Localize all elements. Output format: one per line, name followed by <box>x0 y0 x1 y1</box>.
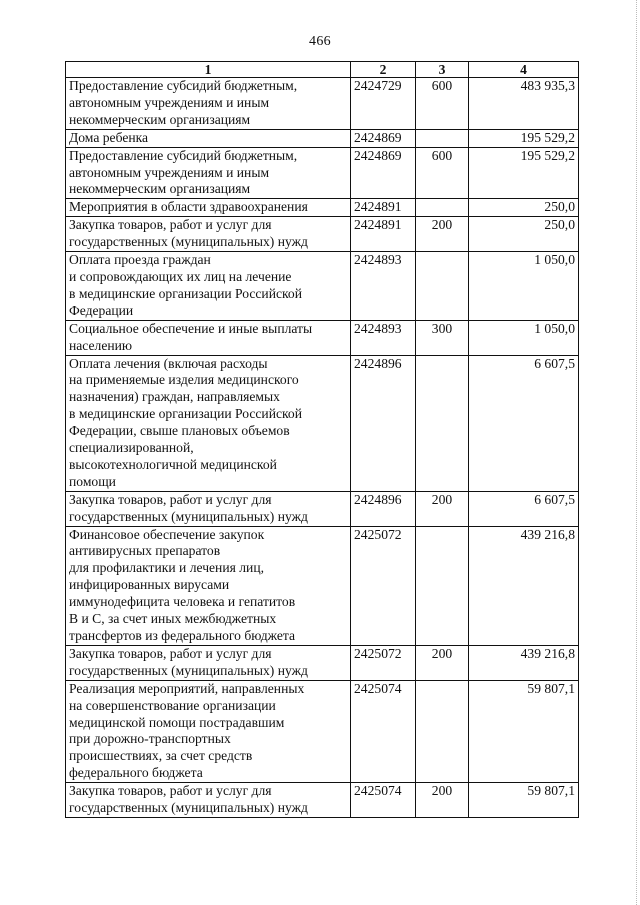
header-row <box>66 62 579 78</box>
row-type-cell: 200 <box>416 217 469 252</box>
row-code-cell: 2424896 <box>351 491 416 526</box>
row-type-cell <box>416 526 469 645</box>
table-row <box>66 680 579 782</box>
row-name-cell: Предоставление субсидий бюджетным, автономным учреждениям и иным некоммерческим организациям <box>66 78 351 130</box>
row-amount-cell: 1 050,0 <box>469 320 579 355</box>
row-type-cell <box>416 129 469 147</box>
row-code-cell: 2424893 <box>351 252 416 321</box>
row-code-cell: 2424893 <box>351 320 416 355</box>
row-name-cell: Закупка товаров, работ и услуг для государственных (муниципальных) нужд <box>66 783 351 818</box>
row-code-cell: 2424896 <box>351 355 416 491</box>
row-name-cell: Социальное обеспечение и иные выплаты населению <box>66 320 351 355</box>
row-name-cell: Закупка товаров, работ и услуг для государственных (муниципальных) нужд <box>66 217 351 252</box>
row-amount-cell: 439 216,8 <box>469 526 579 645</box>
row-name-cell: Реализация мероприятий, направленных на совершенствование организации медицинской помощи пострадавшим при дорожно-транспортных происшествиях, за счет средств федерального бюджета <box>66 680 351 782</box>
row-amount-cell: 250,0 <box>469 217 579 252</box>
budget-table <box>65 61 579 818</box>
table-row <box>66 783 579 818</box>
row-type-cell <box>416 355 469 491</box>
row-code-cell: 2424891 <box>351 199 416 217</box>
row-code-cell: 2425074 <box>351 680 416 782</box>
column-header-3: 3 <box>416 62 469 78</box>
row-amount-cell: 483 935,3 <box>469 78 579 130</box>
column-header-4: 4 <box>469 62 579 78</box>
row-type-cell <box>416 252 469 321</box>
row-amount-cell: 6 607,5 <box>469 491 579 526</box>
row-name-cell: Закупка товаров, работ и услуг для государственных (муниципальных) нужд <box>66 491 351 526</box>
row-amount-cell: 6 607,5 <box>469 355 579 491</box>
row-code-cell: 2424729 <box>351 78 416 130</box>
row-code-cell: 2425072 <box>351 645 416 680</box>
table-header <box>66 62 579 78</box>
column-header-2: 2 <box>351 62 416 78</box>
row-type-cell: 600 <box>416 147 469 199</box>
row-code-cell: 2424869 <box>351 129 416 147</box>
row-type-cell: 600 <box>416 78 469 130</box>
row-name-cell: Предоставление субсидий бюджетным, автономным учреждениям и иным некоммерческим организациям <box>66 147 351 199</box>
table-row <box>66 78 579 130</box>
table-row <box>66 147 579 199</box>
table-row <box>66 491 579 526</box>
table-row <box>66 252 579 321</box>
row-type-cell: 200 <box>416 645 469 680</box>
row-code-cell: 2425074 <box>351 783 416 818</box>
table-row <box>66 320 579 355</box>
row-amount-cell: 195 529,2 <box>469 147 579 199</box>
table-row <box>66 199 579 217</box>
row-name-cell: Оплата лечения (включая расходы на применяемые изделия медицинского назначения) граждан, направляемых в медицинские организации Российской Федерации, свыше плановых объемов специализированной, высокотехнологичной медицинской помощи <box>66 355 351 491</box>
row-type-cell <box>416 680 469 782</box>
table-row <box>66 217 579 252</box>
row-code-cell: 2424891 <box>351 217 416 252</box>
page-number: 466 <box>309 34 331 49</box>
row-code-cell: 2425072 <box>351 526 416 645</box>
row-amount-cell: 439 216,8 <box>469 645 579 680</box>
row-code-cell: 2424869 <box>351 147 416 199</box>
row-name-cell: Мероприятия в области здравоохранения <box>66 199 351 217</box>
column-header-1: 1 <box>66 62 351 78</box>
row-name-cell: Финансовое обеспечение закупок антивирусных препаратов для профилактики и лечения лиц, инфицированных вирусами иммунодефицита человека и гепатитов В и С, за счет иных межбюджетных трансфертов из федерального бюджета <box>66 526 351 645</box>
table-row <box>66 129 579 147</box>
row-name-cell: Оплата проезда граждан и сопровождающих их лиц на лечение в медицинские организации Российской Федерации <box>66 252 351 321</box>
row-amount-cell: 59 807,1 <box>469 783 579 818</box>
table-row <box>66 355 579 491</box>
row-amount-cell: 195 529,2 <box>469 129 579 147</box>
row-type-cell: 200 <box>416 783 469 818</box>
table-row <box>66 526 579 645</box>
row-amount-cell: 250,0 <box>469 199 579 217</box>
row-name-cell: Закупка товаров, работ и услуг для государственных (муниципальных) нужд <box>66 645 351 680</box>
row-amount-cell: 1 050,0 <box>469 252 579 321</box>
row-amount-cell: 59 807,1 <box>469 680 579 782</box>
table-body <box>66 78 579 818</box>
row-type-cell: 300 <box>416 320 469 355</box>
row-name-cell: Дома ребенка <box>66 129 351 147</box>
table-row <box>66 645 579 680</box>
row-type-cell <box>416 199 469 217</box>
page-edge <box>635 0 637 905</box>
row-type-cell: 200 <box>416 491 469 526</box>
